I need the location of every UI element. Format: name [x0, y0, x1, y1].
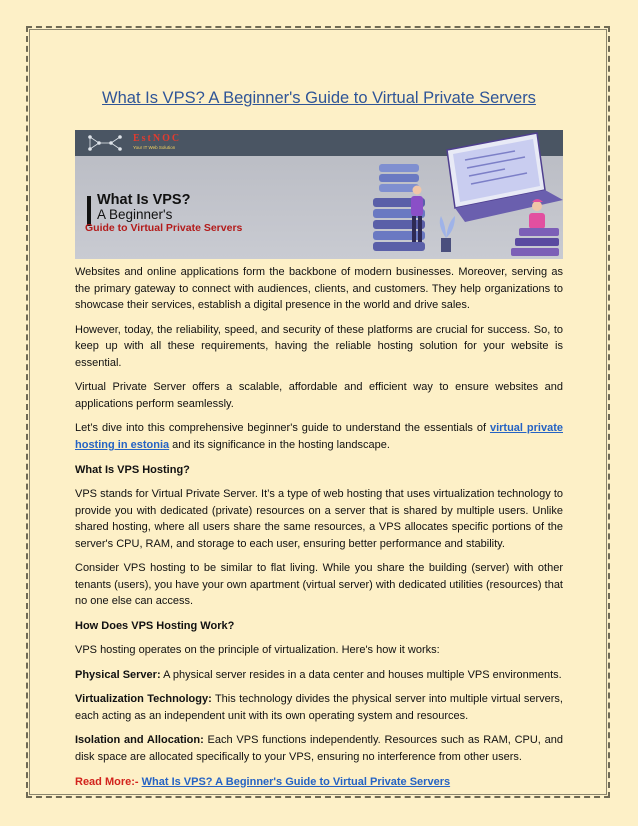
intro-paragraph-2: However, today, the reliability, speed, and security of these platforms are crucial for success. So, to keep up with all these requirements, having the reliable hosting solution for your website is essential. — [75, 323, 563, 369]
banner-subheadline: A Beginner's — [97, 207, 173, 222]
section2-intro: VPS hosting operates on the principle of virtualization. Here's how it works: — [75, 644, 440, 657]
read-more-line — [75, 774, 563, 791]
intro-paragraph-3: Virtual Private Server offers a scalable, affordable and efficient way to ensure websites and applications perform seamlessly. — [75, 381, 563, 410]
section1-paragraph-2: Consider VPS hosting to be similar to flat living. While you share the building (server) with other tenants (users), you have your own apartment (virtual server) with dedicated utilities (resources) that no one else can access. — [75, 562, 563, 608]
list-item-physical-server — [75, 667, 563, 684]
read-more-label: Read More:- — [75, 775, 142, 788]
brand-tagline: Your IT Web Solution — [133, 145, 176, 150]
list-item-virtualization-technology — [75, 691, 563, 724]
banner-headline: What Is VPS? — [97, 192, 191, 208]
section-heading-how-vps-works: How Does VPS Hosting Work? — [75, 619, 235, 632]
intro-paragraph-1: Websites and online applications form the backbone of modern businesses. Moreover, serving as the primary gateway to connect with audiences, clients, and customers. They help organizations to showcase their services, establish a digital presence in the world and drive sales. — [75, 266, 563, 312]
section-heading-what-is-vps: What Is VPS Hosting? — [75, 463, 190, 476]
virtual-private-hosting-link[interactable]: virtual private hosting in estonia — [75, 422, 563, 452]
server-illustration-icon — [315, 130, 563, 259]
list-item-isolation-allocation — [75, 732, 563, 765]
read-more-link[interactable]: What Is VPS? A Beginner's Guide to Virtual Private Servers — [141, 775, 451, 788]
term-description: This technology divides the physical server into multiple virtual servers, each acting as an independent unit with its own operating system and resources. — [75, 693, 563, 722]
hero-banner — [75, 130, 563, 259]
term-label: Isolation and Allocation: — [75, 734, 204, 747]
network-logo-icon — [85, 133, 125, 153]
banner-tagline-red: Guide to Virtual Private Servers — [85, 222, 243, 234]
brand-name: EstNOC — [133, 133, 182, 144]
intro-paragraph-4 — [75, 420, 563, 453]
term-label: Virtualization Technology: — [75, 693, 212, 706]
term-description: Each VPS functions independently. Resources such as RAM, CPU, and disk space are allocated specifically to your VPS, ensuring no interference from other users. — [75, 734, 563, 764]
intro-p4-text-after: and its significance in the hosting landscape. — [169, 439, 390, 452]
section1-paragraph-1: VPS stands for Virtual Private Server. It’s a type of web hosting that uses virtualization technology to provide you with dedicated (private) resources on a server that is shared by multiple users. Unlike shared hosting, where all users share the same resources, a VPS allocates specific portions of the server's CPU, RAM, and storage to each user, ensuring better performance and stability. — [75, 487, 563, 550]
term-description: A physical server resides in a data center and houses multiple VPS environments. — [160, 668, 562, 681]
term-label: Physical Server: — [75, 668, 161, 681]
page-title[interactable]: What Is VPS? A Beginner's Guide to Virtual Private Servers — [102, 89, 536, 107]
intro-p4-text-before: Let’s dive into this comprehensive beginner's guide to understand the essentials of — [75, 422, 490, 435]
article-body — [75, 264, 563, 798]
